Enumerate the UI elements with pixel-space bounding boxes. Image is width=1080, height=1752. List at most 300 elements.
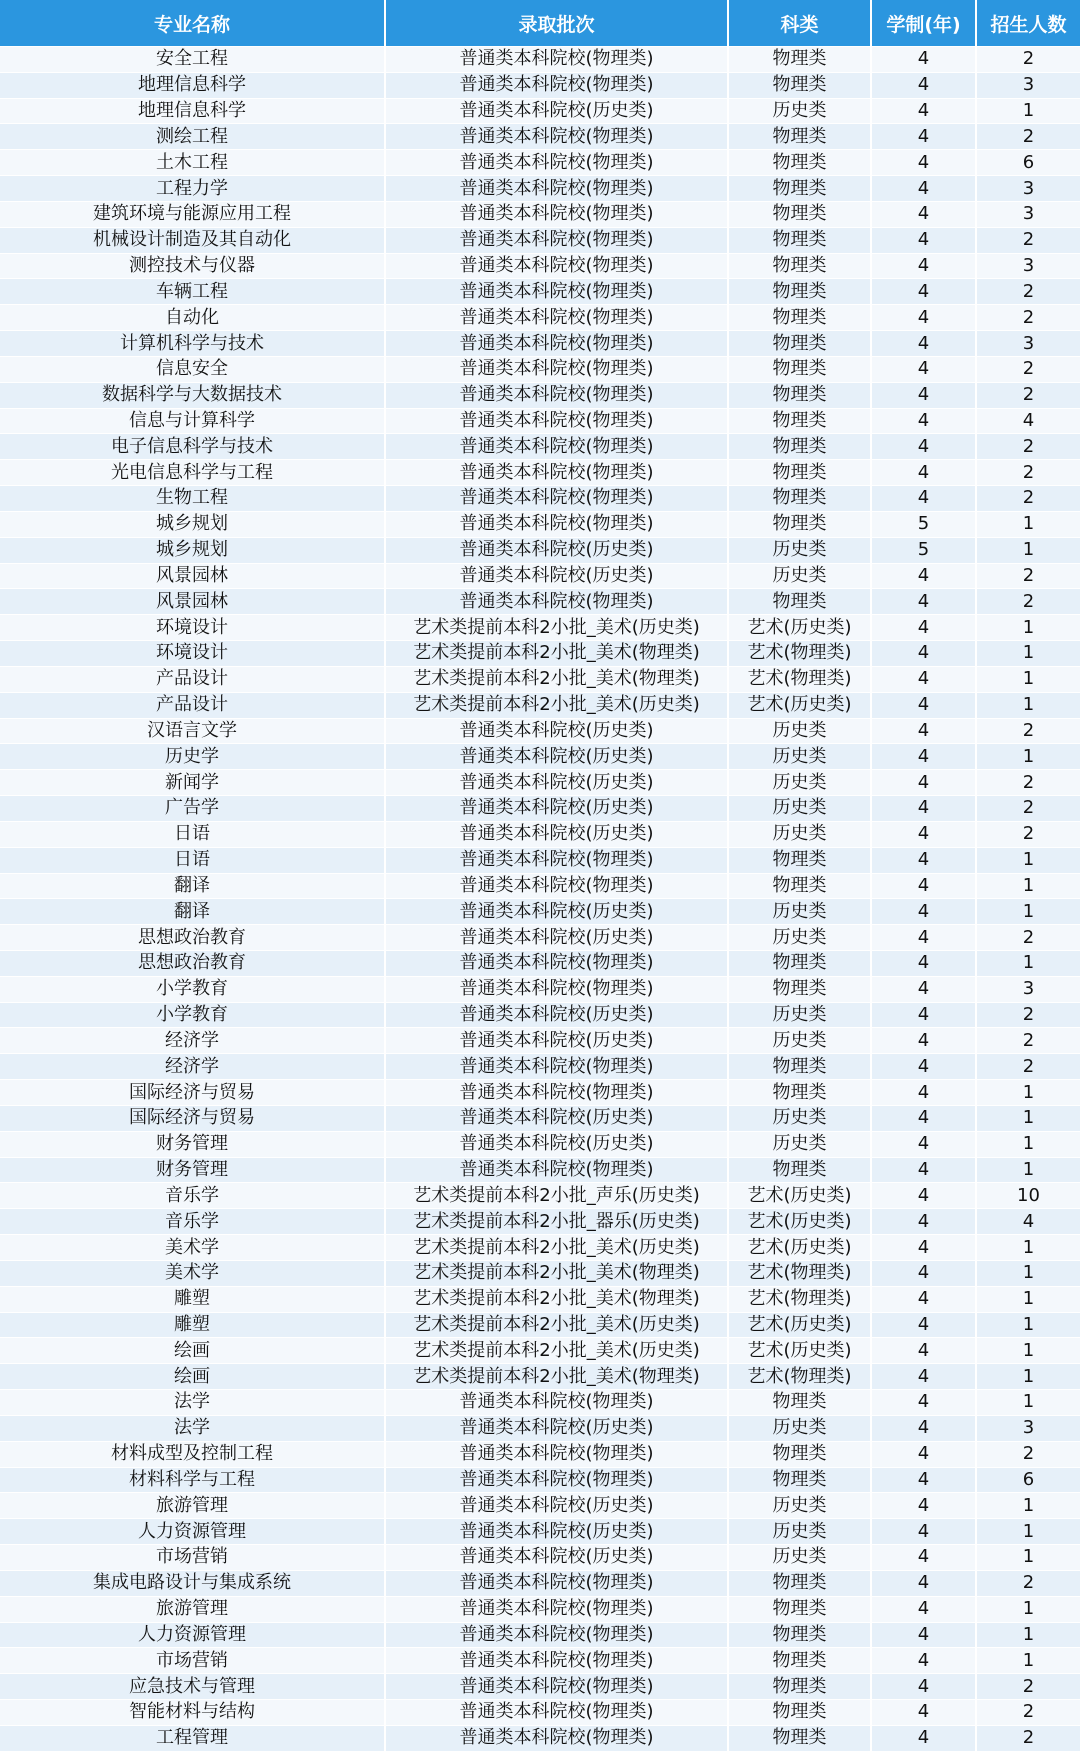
cell-category: 艺术(历史类) xyxy=(728,1235,871,1261)
cell-quota: 2 xyxy=(976,382,1080,408)
table-body xyxy=(0,47,1080,1752)
table-row xyxy=(0,666,1080,692)
table-row xyxy=(0,1570,1080,1596)
cell-major: 产品设计 xyxy=(0,692,385,718)
table-row xyxy=(0,331,1080,357)
cell-major: 生物工程 xyxy=(0,486,385,512)
cell-category: 历史类 xyxy=(728,1002,871,1028)
cell-duration: 4 xyxy=(871,486,976,512)
table-row xyxy=(0,770,1080,796)
cell-category: 物理类 xyxy=(728,72,871,98)
table-row xyxy=(0,408,1080,434)
cell-major: 市场营销 xyxy=(0,1545,385,1571)
table-row xyxy=(0,847,1080,873)
cell-quota: 3 xyxy=(976,253,1080,279)
cell-batch: 普通类本科院校(物理类) xyxy=(385,305,728,331)
cell-category: 物理类 xyxy=(728,511,871,537)
cell-category: 物理类 xyxy=(728,950,871,976)
cell-duration: 4 xyxy=(871,1570,976,1596)
cell-major: 翻译 xyxy=(0,899,385,925)
cell-duration: 4 xyxy=(871,821,976,847)
cell-batch: 普通类本科院校(物理类) xyxy=(385,1467,728,1493)
cell-duration: 4 xyxy=(871,1674,976,1700)
cell-quota: 2 xyxy=(976,770,1080,796)
cell-batch: 艺术类提前本科2小批_美术(历史类) xyxy=(385,615,728,641)
cell-category: 物理类 xyxy=(728,1080,871,1106)
cell-major: 土木工程 xyxy=(0,150,385,176)
cell-category: 艺术(历史类) xyxy=(728,1183,871,1209)
table-row xyxy=(0,176,1080,202)
cell-batch: 普通类本科院校(物理类) xyxy=(385,1674,728,1700)
cell-duration: 4 xyxy=(871,950,976,976)
cell-duration: 4 xyxy=(871,1364,976,1390)
cell-batch: 艺术类提前本科2小批_美术(历史类) xyxy=(385,1235,728,1261)
table-row xyxy=(0,72,1080,98)
cell-duration: 4 xyxy=(871,227,976,253)
cell-batch: 普通类本科院校(历史类) xyxy=(385,899,728,925)
table-row xyxy=(0,460,1080,486)
table-row xyxy=(0,1441,1080,1467)
cell-quota: 1 xyxy=(976,1596,1080,1622)
cell-quota: 1 xyxy=(976,873,1080,899)
table-row xyxy=(0,589,1080,615)
table-row xyxy=(0,356,1080,382)
cell-major: 环境设计 xyxy=(0,615,385,641)
cell-duration: 4 xyxy=(871,1596,976,1622)
cell-quota: 6 xyxy=(976,150,1080,176)
table-row xyxy=(0,1700,1080,1726)
cell-batch: 艺术类提前本科2小批_器乐(历史类) xyxy=(385,1209,728,1235)
cell-quota: 1 xyxy=(976,744,1080,770)
table-row xyxy=(0,1286,1080,1312)
cell-quota: 1 xyxy=(976,666,1080,692)
cell-major: 美术学 xyxy=(0,1260,385,1286)
cell-batch: 普通类本科院校(物理类) xyxy=(385,1054,728,1080)
cell-duration: 4 xyxy=(871,1183,976,1209)
cell-major: 经济学 xyxy=(0,1028,385,1054)
cell-major: 国际经济与贸易 xyxy=(0,1105,385,1131)
cell-duration: 4 xyxy=(871,460,976,486)
cell-category: 历史类 xyxy=(728,744,871,770)
cell-quota: 1 xyxy=(976,692,1080,718)
cell-quota: 2 xyxy=(976,1028,1080,1054)
cell-batch: 普通类本科院校(历史类) xyxy=(385,1131,728,1157)
cell-duration: 4 xyxy=(871,382,976,408)
table-row xyxy=(0,1157,1080,1183)
cell-category: 物理类 xyxy=(728,976,871,1002)
cell-category: 物理类 xyxy=(728,589,871,615)
cell-quota: 2 xyxy=(976,1674,1080,1700)
cell-duration: 4 xyxy=(871,899,976,925)
cell-batch: 普通类本科院校(物理类) xyxy=(385,72,728,98)
cell-quota: 1 xyxy=(976,1235,1080,1261)
table-row xyxy=(0,305,1080,331)
table-row xyxy=(0,925,1080,951)
cell-duration: 4 xyxy=(871,1080,976,1106)
cell-quota: 4 xyxy=(976,1209,1080,1235)
cell-quota: 1 xyxy=(976,1364,1080,1390)
cell-batch: 普通类本科院校(物理类) xyxy=(385,1570,728,1596)
cell-major: 集成电路设计与集成系统 xyxy=(0,1570,385,1596)
cell-category: 物理类 xyxy=(728,1674,871,1700)
cell-batch: 普通类本科院校(物理类) xyxy=(385,1596,728,1622)
cell-quota: 1 xyxy=(976,1131,1080,1157)
table-row xyxy=(0,1260,1080,1286)
cell-major: 汉语言文学 xyxy=(0,718,385,744)
cell-category: 物理类 xyxy=(728,1467,871,1493)
cell-duration: 4 xyxy=(871,1725,976,1751)
cell-duration: 4 xyxy=(871,744,976,770)
cell-major: 数据科学与大数据技术 xyxy=(0,382,385,408)
cell-quota: 2 xyxy=(976,1700,1080,1726)
cell-batch: 普通类本科院校(物理类) xyxy=(385,1700,728,1726)
cell-major: 安全工程 xyxy=(0,47,385,73)
cell-major: 法学 xyxy=(0,1390,385,1416)
cell-major: 财务管理 xyxy=(0,1131,385,1157)
cell-category: 物理类 xyxy=(728,1725,871,1751)
cell-duration: 4 xyxy=(871,47,976,73)
cell-major: 机械设计制造及其自动化 xyxy=(0,227,385,253)
table-row xyxy=(0,1054,1080,1080)
cell-batch: 普通类本科院校(物理类) xyxy=(385,176,728,202)
cell-major: 日语 xyxy=(0,821,385,847)
cell-category: 物理类 xyxy=(728,1157,871,1183)
cell-major: 环境设计 xyxy=(0,641,385,667)
table-row xyxy=(0,1364,1080,1390)
cell-major: 电子信息科学与技术 xyxy=(0,434,385,460)
cell-duration: 4 xyxy=(871,1441,976,1467)
cell-batch: 普通类本科院校(物理类) xyxy=(385,47,728,73)
cell-major: 小学教育 xyxy=(0,1002,385,1028)
cell-category: 艺术(物理类) xyxy=(728,1286,871,1312)
table-row xyxy=(0,382,1080,408)
cell-batch: 普通类本科院校(历史类) xyxy=(385,537,728,563)
cell-quota: 1 xyxy=(976,1519,1080,1545)
table-row xyxy=(0,1648,1080,1674)
cell-category: 艺术(历史类) xyxy=(728,1209,871,1235)
table-row xyxy=(0,1183,1080,1209)
cell-category: 艺术(历史类) xyxy=(728,692,871,718)
cell-batch: 普通类本科院校(物理类) xyxy=(385,150,728,176)
cell-major: 新闻学 xyxy=(0,770,385,796)
cell-major: 材料成型及控制工程 xyxy=(0,1441,385,1467)
cell-batch: 艺术类提前本科2小批_美术(物理类) xyxy=(385,1286,728,1312)
cell-duration: 4 xyxy=(871,1002,976,1028)
cell-major: 应急技术与管理 xyxy=(0,1674,385,1700)
cell-major: 绘画 xyxy=(0,1338,385,1364)
cell-category: 物理类 xyxy=(728,1441,871,1467)
table-row xyxy=(0,486,1080,512)
cell-major: 信息安全 xyxy=(0,356,385,382)
table-row xyxy=(0,563,1080,589)
cell-batch: 普通类本科院校(历史类) xyxy=(385,925,728,951)
cell-quota: 2 xyxy=(976,925,1080,951)
cell-category: 物理类 xyxy=(728,176,871,202)
cell-quota: 1 xyxy=(976,1648,1080,1674)
cell-duration: 4 xyxy=(871,641,976,667)
cell-quota: 1 xyxy=(976,950,1080,976)
cell-quota: 2 xyxy=(976,1441,1080,1467)
cell-duration: 4 xyxy=(871,1260,976,1286)
cell-batch: 普通类本科院校(物理类) xyxy=(385,589,728,615)
cell-batch: 普通类本科院校(物理类) xyxy=(385,873,728,899)
table-header xyxy=(0,0,1080,47)
cell-major: 旅游管理 xyxy=(0,1596,385,1622)
cell-duration: 4 xyxy=(871,1467,976,1493)
cell-batch: 普通类本科院校(物理类) xyxy=(385,331,728,357)
cell-quota: 2 xyxy=(976,589,1080,615)
cell-major: 城乡规划 xyxy=(0,511,385,537)
table-row xyxy=(0,1105,1080,1131)
cell-category: 物理类 xyxy=(728,486,871,512)
cell-quota: 2 xyxy=(976,227,1080,253)
cell-duration: 4 xyxy=(871,770,976,796)
cell-quota: 4 xyxy=(976,408,1080,434)
header-batch: 录取批次 xyxy=(385,0,728,47)
cell-quota: 1 xyxy=(976,537,1080,563)
cell-duration: 4 xyxy=(871,408,976,434)
cell-category: 物理类 xyxy=(728,460,871,486)
cell-duration: 4 xyxy=(871,847,976,873)
cell-batch: 普通类本科院校(物理类) xyxy=(385,950,728,976)
cell-category: 历史类 xyxy=(728,1105,871,1131)
table-row xyxy=(0,1596,1080,1622)
cell-quota: 3 xyxy=(976,1415,1080,1441)
cell-major: 翻译 xyxy=(0,873,385,899)
table-row xyxy=(0,511,1080,537)
table-row xyxy=(0,1725,1080,1751)
cell-duration: 4 xyxy=(871,72,976,98)
cell-duration: 4 xyxy=(871,1054,976,1080)
cell-category: 物理类 xyxy=(728,150,871,176)
cell-batch: 艺术类提前本科2小批_美术(物理类) xyxy=(385,666,728,692)
cell-category: 艺术(物理类) xyxy=(728,641,871,667)
cell-category: 物理类 xyxy=(728,331,871,357)
cell-major: 绘画 xyxy=(0,1364,385,1390)
cell-quota: 1 xyxy=(976,1545,1080,1571)
cell-batch: 普通类本科院校(历史类) xyxy=(385,1002,728,1028)
cell-duration: 5 xyxy=(871,537,976,563)
cell-category: 历史类 xyxy=(728,1028,871,1054)
cell-quota: 1 xyxy=(976,1312,1080,1338)
cell-category: 物理类 xyxy=(728,1700,871,1726)
cell-major: 音乐学 xyxy=(0,1183,385,1209)
cell-batch: 普通类本科院校(历史类) xyxy=(385,744,728,770)
cell-quota: 2 xyxy=(976,796,1080,822)
cell-major: 车辆工程 xyxy=(0,279,385,305)
table-row xyxy=(0,1002,1080,1028)
cell-category: 艺术(物理类) xyxy=(728,1364,871,1390)
cell-category: 历史类 xyxy=(728,537,871,563)
cell-major: 小学教育 xyxy=(0,976,385,1002)
cell-category: 历史类 xyxy=(728,563,871,589)
cell-major: 材料科学与工程 xyxy=(0,1467,385,1493)
cell-major: 风景园林 xyxy=(0,589,385,615)
table-row xyxy=(0,1312,1080,1338)
table-row xyxy=(0,1545,1080,1571)
cell-batch: 艺术类提前本科2小批_美术(物理类) xyxy=(385,1260,728,1286)
cell-batch: 艺术类提前本科2小批_声乐(历史类) xyxy=(385,1183,728,1209)
cell-category: 物理类 xyxy=(728,873,871,899)
cell-duration: 4 xyxy=(871,201,976,227)
cell-major: 市场营销 xyxy=(0,1648,385,1674)
cell-batch: 普通类本科院校(物理类) xyxy=(385,486,728,512)
header-duration: 学制(年) xyxy=(871,0,976,47)
table-row xyxy=(0,873,1080,899)
cell-duration: 4 xyxy=(871,1338,976,1364)
table-row xyxy=(0,899,1080,925)
cell-quota: 2 xyxy=(976,1725,1080,1751)
cell-category: 物理类 xyxy=(728,1054,871,1080)
cell-major: 智能材料与结构 xyxy=(0,1700,385,1726)
cell-category: 历史类 xyxy=(728,1545,871,1571)
cell-major: 风景园林 xyxy=(0,563,385,589)
cell-batch: 普通类本科院校(物理类) xyxy=(385,847,728,873)
cell-duration: 4 xyxy=(871,176,976,202)
cell-batch: 艺术类提前本科2小批_美术(历史类) xyxy=(385,692,728,718)
cell-duration: 4 xyxy=(871,1519,976,1545)
table-row xyxy=(0,615,1080,641)
cell-duration: 4 xyxy=(871,1415,976,1441)
cell-batch: 普通类本科院校(物理类) xyxy=(385,1157,728,1183)
cell-major: 财务管理 xyxy=(0,1157,385,1183)
cell-quota: 1 xyxy=(976,1080,1080,1106)
cell-quota: 2 xyxy=(976,1054,1080,1080)
cell-major: 思想政治教育 xyxy=(0,925,385,951)
cell-duration: 4 xyxy=(871,1648,976,1674)
cell-duration: 4 xyxy=(871,434,976,460)
cell-major: 经济学 xyxy=(0,1054,385,1080)
cell-batch: 普通类本科院校(历史类) xyxy=(385,796,728,822)
cell-category: 艺术(历史类) xyxy=(728,1338,871,1364)
cell-quota: 2 xyxy=(976,279,1080,305)
cell-batch: 普通类本科院校(历史类) xyxy=(385,563,728,589)
cell-batch: 普通类本科院校(物理类) xyxy=(385,1390,728,1416)
cell-category: 历史类 xyxy=(728,718,871,744)
cell-quota: 1 xyxy=(976,1390,1080,1416)
table-row xyxy=(0,718,1080,744)
cell-duration: 4 xyxy=(871,873,976,899)
cell-category: 物理类 xyxy=(728,1648,871,1674)
table-row xyxy=(0,1390,1080,1416)
cell-major: 城乡规划 xyxy=(0,537,385,563)
cell-duration: 4 xyxy=(871,589,976,615)
table-row xyxy=(0,201,1080,227)
cell-batch: 普通类本科院校(物理类) xyxy=(385,201,728,227)
cell-batch: 普通类本科院校(物理类) xyxy=(385,227,728,253)
cell-major: 地理信息科学 xyxy=(0,72,385,98)
cell-quota: 2 xyxy=(976,821,1080,847)
cell-quota: 1 xyxy=(976,1286,1080,1312)
cell-category: 历史类 xyxy=(728,796,871,822)
cell-duration: 4 xyxy=(871,1493,976,1519)
cell-batch: 普通类本科院校(物理类) xyxy=(385,253,728,279)
table-row xyxy=(0,124,1080,150)
cell-duration: 4 xyxy=(871,563,976,589)
table-row xyxy=(0,253,1080,279)
cell-major: 音乐学 xyxy=(0,1209,385,1235)
cell-duration: 4 xyxy=(871,1390,976,1416)
cell-category: 物理类 xyxy=(728,1596,871,1622)
table-row xyxy=(0,641,1080,667)
table-row xyxy=(0,1519,1080,1545)
table-row xyxy=(0,821,1080,847)
cell-major: 广告学 xyxy=(0,796,385,822)
table-row xyxy=(0,98,1080,124)
cell-category: 历史类 xyxy=(728,1519,871,1545)
cell-quota: 1 xyxy=(976,1338,1080,1364)
cell-category: 历史类 xyxy=(728,770,871,796)
cell-quota: 2 xyxy=(976,718,1080,744)
cell-major: 地理信息科学 xyxy=(0,98,385,124)
cell-batch: 普通类本科院校(历史类) xyxy=(385,1519,728,1545)
cell-category: 历史类 xyxy=(728,1493,871,1519)
cell-major: 自动化 xyxy=(0,305,385,331)
cell-quota: 2 xyxy=(976,460,1080,486)
table-row xyxy=(0,1209,1080,1235)
table-row xyxy=(0,1493,1080,1519)
cell-duration: 4 xyxy=(871,1157,976,1183)
cell-duration: 4 xyxy=(871,976,976,1002)
table-row xyxy=(0,796,1080,822)
cell-batch: 普通类本科院校(历史类) xyxy=(385,1105,728,1131)
cell-quota: 2 xyxy=(976,124,1080,150)
cell-category: 物理类 xyxy=(728,47,871,73)
cell-major: 雕塑 xyxy=(0,1286,385,1312)
cell-quota: 1 xyxy=(976,1493,1080,1519)
cell-quota: 6 xyxy=(976,1467,1080,1493)
table-row xyxy=(0,1028,1080,1054)
table-row xyxy=(0,1131,1080,1157)
cell-quota: 2 xyxy=(976,1002,1080,1028)
cell-quota: 2 xyxy=(976,486,1080,512)
cell-batch: 普通类本科院校(历史类) xyxy=(385,821,728,847)
cell-duration: 4 xyxy=(871,1131,976,1157)
cell-batch: 普通类本科院校(历史类) xyxy=(385,770,728,796)
cell-duration: 4 xyxy=(871,1028,976,1054)
cell-duration: 4 xyxy=(871,279,976,305)
cell-duration: 4 xyxy=(871,925,976,951)
header-major: 专业名称 xyxy=(0,0,385,47)
cell-batch: 普通类本科院校(历史类) xyxy=(385,1493,728,1519)
cell-category: 物理类 xyxy=(728,1570,871,1596)
cell-major: 美术学 xyxy=(0,1235,385,1261)
cell-major: 日语 xyxy=(0,847,385,873)
cell-duration: 4 xyxy=(871,331,976,357)
cell-category: 物理类 xyxy=(728,356,871,382)
cell-major: 测绘工程 xyxy=(0,124,385,150)
cell-category: 历史类 xyxy=(728,821,871,847)
cell-duration: 5 xyxy=(871,511,976,537)
table-row xyxy=(0,1674,1080,1700)
table-row xyxy=(0,1622,1080,1648)
header-row xyxy=(0,0,1080,47)
cell-major: 法学 xyxy=(0,1415,385,1441)
cell-batch: 普通类本科院校(历史类) xyxy=(385,98,728,124)
cell-category: 物理类 xyxy=(728,408,871,434)
cell-duration: 4 xyxy=(871,1235,976,1261)
cell-batch: 艺术类提前本科2小批_美术(物理类) xyxy=(385,1364,728,1390)
cell-quota: 1 xyxy=(976,1622,1080,1648)
cell-major: 思想政治教育 xyxy=(0,950,385,976)
cell-category: 物理类 xyxy=(728,1390,871,1416)
cell-batch: 普通类本科院校(物理类) xyxy=(385,1725,728,1751)
cell-batch: 艺术类提前本科2小批_美术(历史类) xyxy=(385,1312,728,1338)
cell-batch: 普通类本科院校(物理类) xyxy=(385,279,728,305)
table-row xyxy=(0,976,1080,1002)
cell-batch: 普通类本科院校(物理类) xyxy=(385,511,728,537)
cell-major: 雕塑 xyxy=(0,1312,385,1338)
